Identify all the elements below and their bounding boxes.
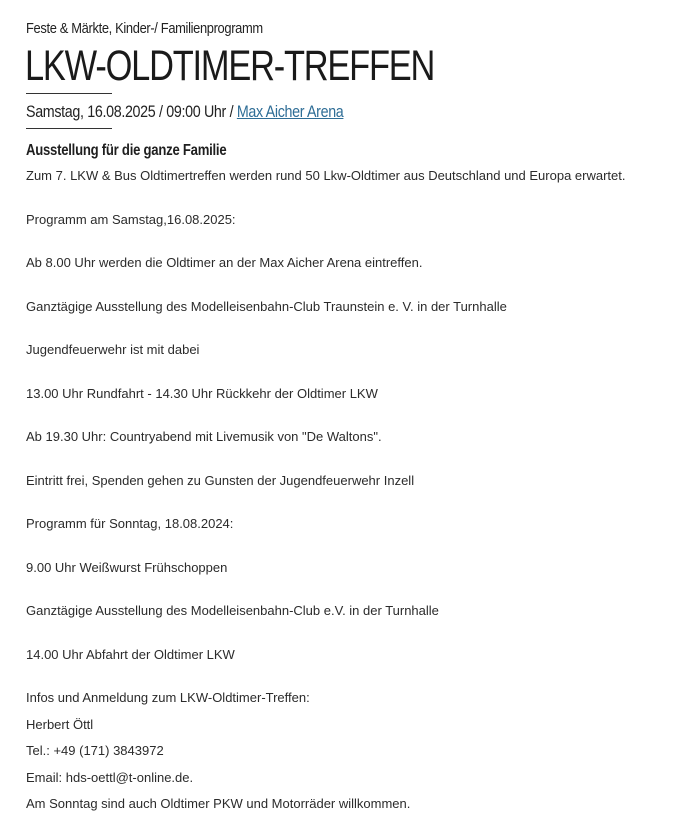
section-subheading: Ausstellung für die ganze Familie [26,142,227,159]
saturday-item: Jugendfeuerwehr ist mit dabei [26,342,200,357]
title-divider [26,93,112,94]
event-date-time: Samstag, 16.08.2025 / 09:00 Uhr / [26,102,234,121]
saturday-item: Eintritt frei, Spenden gehen zu Gunsten der Jugendfeuerwehr Inzell [26,472,415,488]
event-description [26,166,686,814]
saturday-item: Ab 8.00 Uhr werden die Oldtimer an der Max Aicher Arena eintreffen. [26,255,423,270]
meta-divider [26,128,112,129]
sunday-program-heading: Programm für Sonntag, 18.08.2024: [26,516,234,531]
email-label: Email: [26,769,66,785]
intro-text: Zum 7. LKW & Bus Oldtimertreffen werden rund 50 Lkw-Oldtimer aus Deutschland und Europa erwartet. [26,168,626,183]
contact-phone: Tel.: +49 (171) 3843972 [26,743,164,758]
saturday-item: 13.00 Uhr Rundfahrt - 14.30 Uhr Rückkehr der Oldtimer LKW [26,385,378,401]
saturday-item: Ab 19.30 Uhr: Countryabend mit Livemusik von "De Waltons". [26,429,382,444]
sunday-item: Ganztägige Ausstellung des Modelleisenbahn-Club e.V. in der Turnhalle [26,603,439,618]
closing-note: Am Sonntag sind auch Oldtimer PKW und Motorräder willkommen. [26,796,411,811]
contact-email-line [26,768,686,788]
sunday-item: 14.00 Uhr Abfahrt der Oldtimer LKW [26,646,235,662]
contact-name: Herbert Öttl [26,716,94,732]
contact-heading: Infos und Anmeldung zum LKW-Oldtimer-Treffen: [26,690,310,705]
event-category: Feste & Märkte, Kinder-/ Familienprogramm [26,20,263,37]
venue-link[interactable]: Max Aicher Arena [236,102,344,121]
event-date-venue [26,102,343,122]
saturday-program-heading: Programm am Samstag,16.08.2025: [26,211,236,227]
saturday-item: Ganztägige Ausstellung des Modelleisenbahn-Club Traunstein e. V. in der Turnhalle [26,298,507,314]
page-title: LKW-OLDTIMER-TREFFEN [25,42,435,90]
email-link[interactable]: hds-oettl@t-online.de. [65,769,194,785]
sunday-item: 9.00 Uhr Weißwurst Frühschoppen [26,559,228,575]
